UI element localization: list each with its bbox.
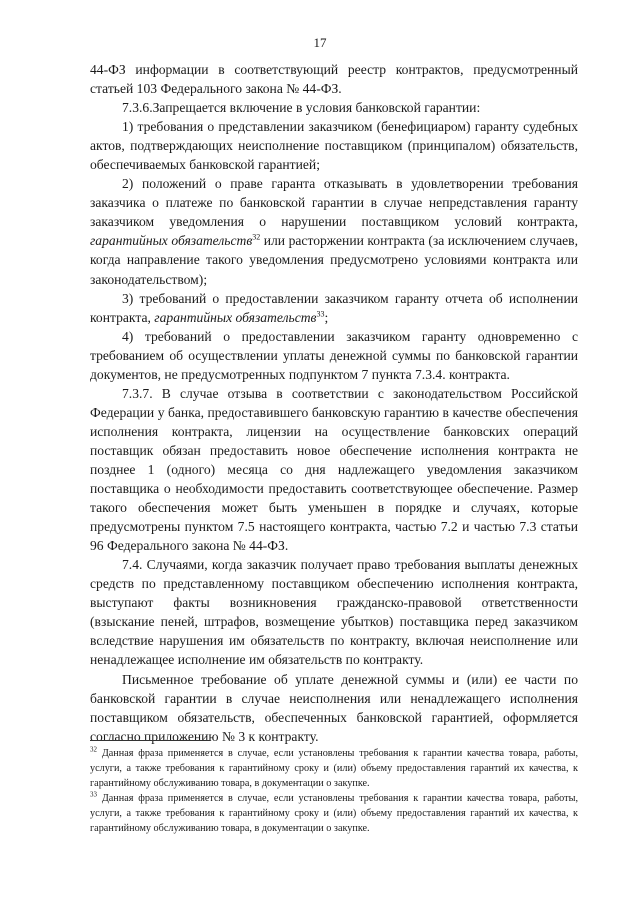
footnote-ref-32: 32: [252, 232, 261, 242]
footnotes: [90, 746, 578, 836]
list-item-3-text-b: ;: [324, 309, 329, 325]
list-item-3-text-a: 3) требований о предоставлении заказчиком гаранту отчета об исполнении контракта,: [90, 290, 578, 325]
list-item-4: 4) требований о предоставлении заказчиком гаранту одновременно с требованием об осуществлении уплаты денежной суммы по банковской гарантии документов, не предусмотренных подпунктом 7 пункта 7.3.4. контракта.: [90, 328, 578, 382]
footnote-33: [90, 791, 578, 836]
paragraph-continuation: 44-ФЗ информации в соответствующий реестр контрактов, предусмотренный статьей 103 Федерального закона № 44-ФЗ.: [90, 62, 578, 97]
paragraph-7-3-6: 7.3.6.Запрещается включение в условия банковской гарантии:: [122, 100, 481, 116]
paragraph-7-4: 7.4. Случаями, когда заказчик получает право требования выплаты денежных средств по представленному поставщиком обеспечению исполнения контракта, выступают факты возникновения гражданско-правовой ответственности (взыскание пеней, штрафов, возмещение убытков) поставщика перед заказчиком вследствие нарушения им обязательств по контракту, включая неисполнение или ненадлежащее исполнение им обязательств по контракту.: [90, 557, 578, 668]
list-item-2-italic: гарантийных обязательств: [90, 233, 253, 249]
footnote-text: Данная фраза применяется в случае, если установлены требования к гарантии качества товара, работы, услуги, а также требования к гарантийному сроку и (или) объему предоставления гарантий их качества, к гарантийному обслуживанию товара, в документации о закупке.: [90, 748, 578, 789]
footnote-mark: 33: [90, 790, 97, 799]
page-number: 17: [313, 35, 327, 50]
body-text: [90, 60, 578, 746]
list-item-3-italic: гарантийных обязательств: [154, 309, 317, 325]
paragraph-7-3-7: 7.3.7. В случае отзыва в соответствии с законодательством Российской Федерации у банка, предоставившего банковскую гарантию в качестве обеспечения исполнения контракта, лицензии на осуществление банковских операций поставщик обязан предоставить новое обеспечение исполнения контракта не позднее 1 (одного) месяца со дня надлежащего уведомления заказчиком поставщика о необходимости предоставить соответствующее обеспечение. Размер такого обеспечения может быть уменьшен в порядке и случаях, которые предусмотрены пунктом 7.5 настоящего контракта, частью 7.2 и частью 7.3 статьи 96 Федерального закона № 44-ФЗ.: [90, 385, 578, 554]
list-item-2-text-b: или расторжении контракта (за исключением случаев, когда направление такого уведомления предусмотрено условиями контракта или законодательством);: [90, 233, 578, 287]
list-item-3: [90, 289, 578, 327]
list-item-2: [90, 174, 578, 288]
footnote-separator: [90, 740, 210, 741]
list-item-2-text-a: 2) положений о праве гаранта отказывать в удовлетворении требования заказчика о платеже по банковской гарантии в случае непредставления гаранту заказчиком уведомления о нарушении поставщиком условий контракта,: [90, 176, 578, 230]
paragraph-written-claim: Письменное требование об уплате денежной суммы и (или) ее части по банковской гарантии в случае неисполнения или ненадлежащего исполнения поставщиком обязательств, обеспеченных банковской гарантией, оформляется согласно приложению № 3 к контракту.: [90, 671, 578, 744]
list-item-1: 1) требования о представлении заказчиком (бенефициаром) гаранту судебных актов, подтверждающих неисполнение поставщиком (принципалом) обязательств, обеспечиваемых банковской гарантией;: [90, 119, 578, 173]
footnote-mark: 32: [90, 745, 97, 754]
footnote-32: [90, 746, 578, 791]
footnote-text: Данная фраза применяется в случае, если установлены требования к гарантии качества товара, работы, услуги, а также требования к гарантийному сроку и (или) объему предоставления гарантий их качества, к гарантийному обслуживанию товара, в документации о закупке.: [90, 793, 578, 834]
footnote-ref-33: 33: [316, 309, 325, 319]
